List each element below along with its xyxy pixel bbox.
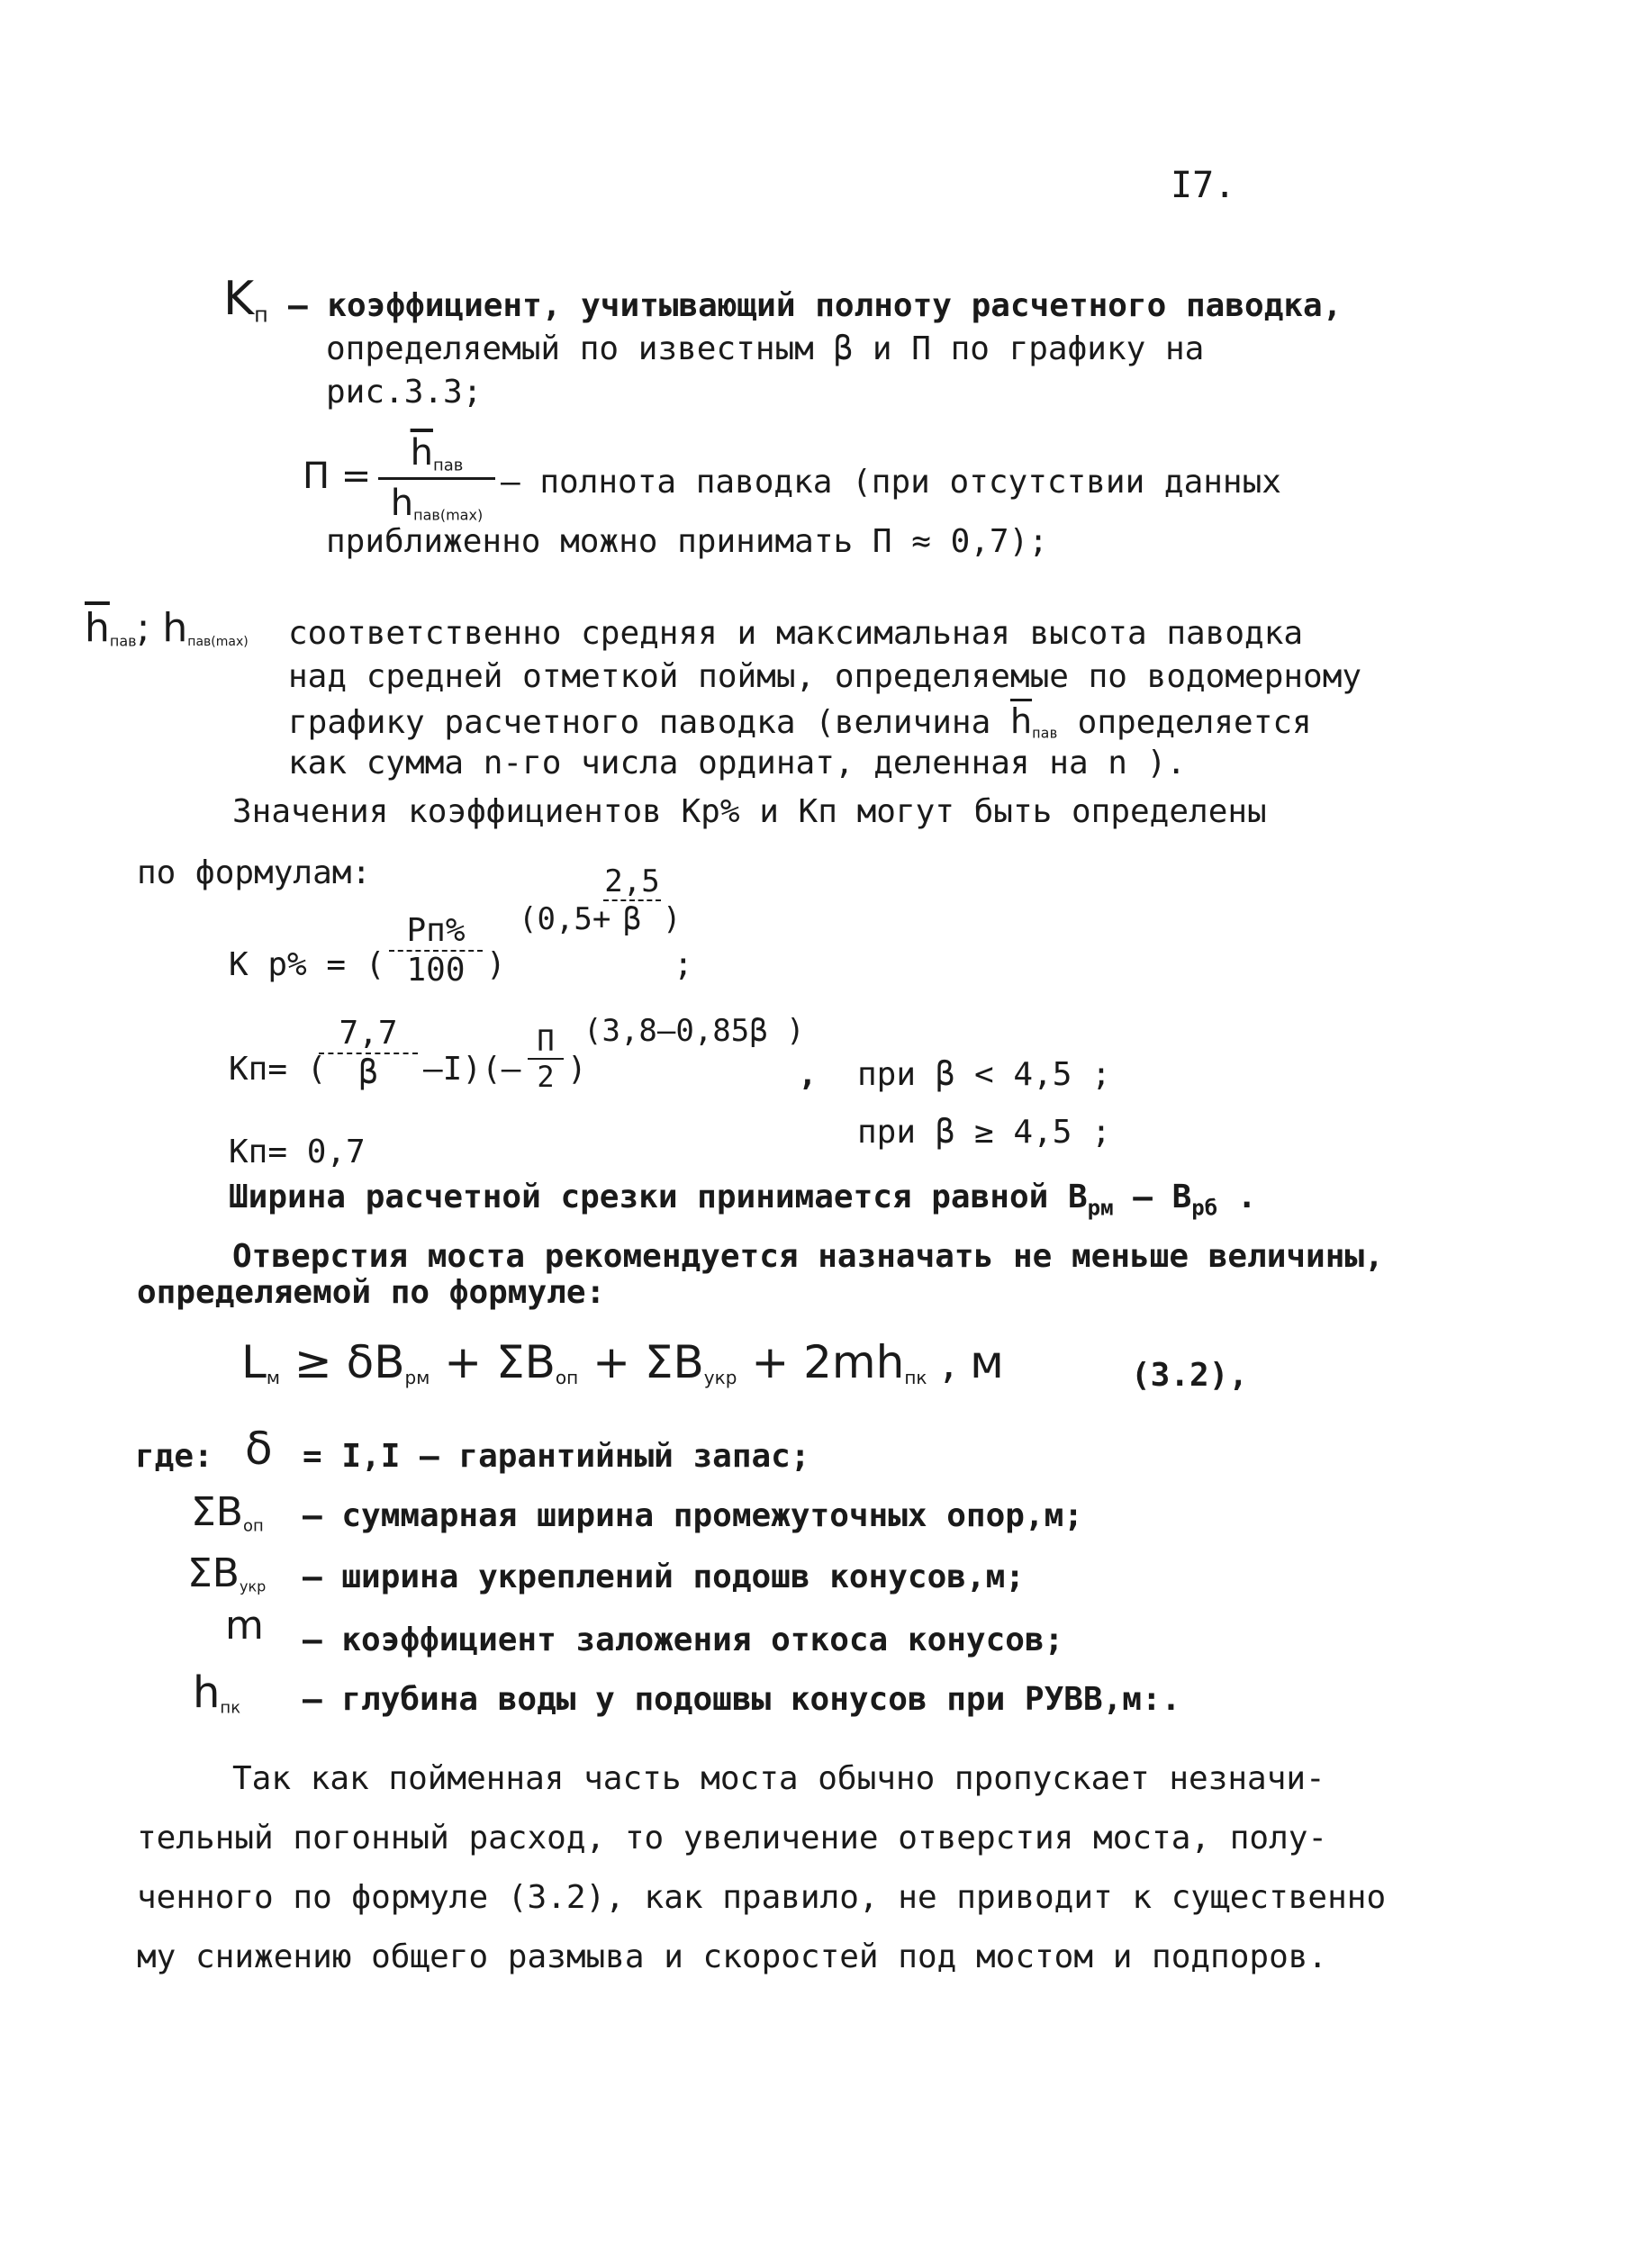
width-line: Ширина расчетной срезки принимается равной $В_{рм} - В_{рб}$ . — [229, 1179, 1257, 1221]
formula-kn-cond1: при β < 4,5 ; — [857, 1056, 1111, 1093]
formula-kn-cond2: при β ≥ 4,5 ; — [857, 1114, 1111, 1151]
formula-kp-pct-exp-b: ) — [663, 901, 682, 937]
where-item-2-symbol: $\Sigma B_{укр}$ — [187, 1550, 267, 1596]
kp-def-line1: – коэффициент, учитывающий полноту расчетного паводка, — [288, 287, 1343, 324]
where-item-1-symbol: $\Sigma B_{оп}$ — [191, 1489, 264, 1536]
kp-def-line3: рис.3.3; — [326, 374, 483, 411]
where-item-3-symbol: m — [225, 1603, 264, 1649]
coeff-para-line1: Значения коэффициентов Кр% и Кп могут быть определены — [232, 793, 1267, 830]
final-para-line1: Так как пойменная часть моста обычно пропускает незначи- — [232, 1760, 1325, 1797]
formula-kn-mid: –I)(– — [423, 1051, 521, 1088]
p-def-line2: приближенно можно принимать П ≈ 0,7); — [326, 523, 1048, 560]
opening-para-line2: определяемой по формуле: — [137, 1274, 606, 1311]
where-item-4-symbol: $h_{пк}$ — [193, 1667, 241, 1718]
where-item-1-desc: – суммарная ширина промежуточных опор,м; — [303, 1497, 1083, 1534]
where-item-0-desc: = I,I – гарантийный запас; — [303, 1438, 810, 1475]
kp-def-line2: определяемый по известным β и П по графику на — [326, 330, 1205, 367]
formula-kn-line2-lhs: Кп= 0,7 — [229, 1134, 366, 1170]
page-number: I7. — [1171, 165, 1236, 206]
main-formula: $L_м \ge \delta B_{рм} + \Sigma B_{оп} + \Sigma B_{укр} + 2mh_{пк}$ , м — [241, 1336, 1004, 1388]
formula-kp-pct-exp-fraction: 2,5 β — [604, 863, 660, 937]
formula-kn-close: ) — [567, 1051, 587, 1088]
p-lhs: П = — [303, 456, 372, 497]
formula-kp-pct-exp-a: (0,5+ — [519, 901, 611, 937]
where-label: где: — [135, 1438, 213, 1475]
formula-number: (3.2), — [1131, 1357, 1249, 1394]
where-item-0-symbol: δ — [245, 1423, 273, 1475]
final-para-line3: ченного по формуле (3.2), как правило, не приводит к существенно — [137, 1879, 1387, 1916]
opening-para-line1: Отверстия моста рекомендуется назначать не меньше величины, — [232, 1238, 1384, 1275]
final-para-line2: тельный погонный расход, то увеличение отверстия моста, полу- — [137, 1820, 1328, 1857]
h-def-line2: над средней отметкой поймы, определяемые по водомерному — [288, 658, 1362, 695]
h-def-line1: соответственно средняя и максимальная высота паводка — [288, 615, 1304, 652]
where-item-2-desc: – ширина укреплений подошв конусов,м; — [303, 1559, 1025, 1595]
formula-kn-exp: (3,8–0,85β ) — [583, 1013, 805, 1049]
formula-kn-lhs: Кп= ( — [229, 1051, 327, 1088]
final-para-line4: му снижению общего размыва и скоростей под мостом и подпоров. — [137, 1938, 1328, 1975]
formula-kp-pct-end: ; — [674, 946, 693, 983]
h-def-line4: как сумма n-го числа ординат, деленная на n ). — [288, 745, 1186, 782]
kp-symbol: $K_п$ — [223, 272, 268, 328]
p-fraction — [378, 432, 495, 524]
p-numerator: $\overline{h}_{пав}$ — [410, 432, 464, 475]
where-item-3-desc: – коэффициент заложения откоса конусов; — [303, 1622, 1064, 1658]
formula-kn-fraction: 7,7 β — [319, 1017, 418, 1089]
formula-kp-pct-lhs: К р% = ( — [229, 946, 385, 983]
h-symbols: $\overline{h}_{пав}$; $h_{пав(max)}$ — [85, 605, 249, 651]
p-def-line1: – полнота паводка (при отсутствии данных — [501, 464, 1281, 501]
coeff-para-line2: по формулам: — [137, 854, 372, 891]
formula-kp-pct-fraction: Pп% 100 — [389, 915, 483, 987]
p-denominator: $h_{пав(max)}$ — [390, 483, 484, 525]
where-item-4-desc: – глубина воды у подошвы конусов при РУВВ,м:. — [303, 1681, 1181, 1718]
h-def-line3: графику расчетного паводка (величина $\overline{h}_{пав}$ определяется — [288, 701, 1312, 742]
formula-kn-fraction2: П 2 — [528, 1026, 564, 1091]
formula-kp-pct-close: ) — [486, 946, 506, 983]
formula-kn-comma: , — [798, 1056, 818, 1093]
